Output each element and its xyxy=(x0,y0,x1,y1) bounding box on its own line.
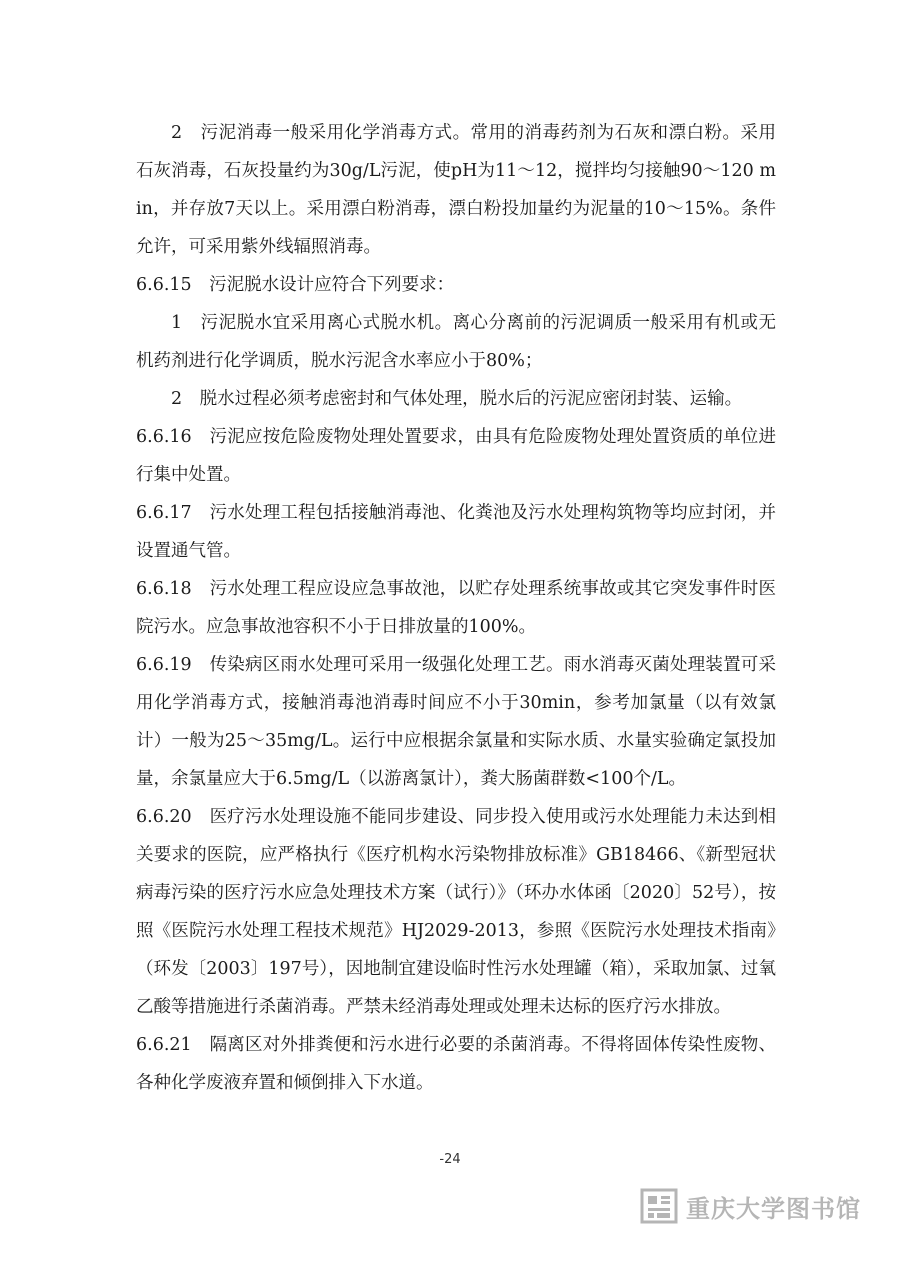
watermark-text: 重庆大学图书馆 xyxy=(686,1194,861,1223)
document-body xyxy=(136,114,776,1102)
clause-6-6-16: 6.6.16 污泥应按危险废物处理处置要求，由具有危险废物处理处置资质的单位进行集中处置。 xyxy=(136,427,776,485)
paragraph-dewatering-sealing: 2 脱水过程必须考虑密封和气体处理，脱水后的污泥应密闭封装、运输。 xyxy=(171,389,743,409)
paragraph-sludge-disinfection: 2 污泥消毒一般采用化学消毒方式。常用的消毒药剂为石灰和漂白粉。采用石灰消毒，石灰投量约为30g/L污泥，使pH为11～12，搅拌均匀接触90～120 min，并存放7天以上。采用漂白粉消毒，漂白粉投加量约为泥量的10～15%。条件允许，可采用紫外线辐照消毒。 xyxy=(136,123,776,257)
library-seal-icon xyxy=(640,1188,678,1224)
clause-6-6-21: 6.6.21 隔离区对外排粪便和污水进行必要的杀菌消毒。不得将固体传染性废物、各种化学废液弃置和倾倒排入下水道。 xyxy=(136,1035,776,1093)
clause-6-6-15: 6.6.15 污泥脱水设计应符合下列要求： xyxy=(136,275,455,295)
clause-6-6-20: 6.6.20 医疗污水处理设施不能同步建设、同步投入使用或污水处理能力未达到相关要求的医院，应严格执行《医疗机构水污染物排放标准》GB18466、《新型冠状病毒污染的医疗污水应急处理技术方案（试行）》（环办水体函〔2020〕52号），按照《医院污水处理工程技术规范》HJ2029-2013，参照《医院污水处理技术指南》（环发〔2003〕197号），因地制宜建设临时性污水处理罐（箱），采取加氯、过氧乙酸等措施进行杀菌消毒。严禁未经消毒处理或处理未达标的医疗污水排放。 xyxy=(136,807,776,1017)
clause-6-6-17: 6.6.17 污水处理工程包括接触消毒池、化粪池及污水处理构筑物等均应封闭，并设置通气管。 xyxy=(136,503,776,561)
library-watermark xyxy=(640,1188,861,1224)
clause-6-6-19: 6.6.19 传染病区雨水处理可采用一级强化处理工艺。雨水消毒灭菌处理装置可采用化学消毒方式，接触消毒池消毒时间应不小于30min，参考加氯量（以有效氯计）一般为25～35mg/L。运行中应根据余氯量和实际水质、水量实验确定氯投加量，余氯量应大于6.5mg/L（以游离氯计），粪大肠菌群数<100个/L。 xyxy=(136,655,776,789)
clause-6-6-18: 6.6.18 污水处理工程应设应急事故池，以贮存处理系统事故或其它突发事件时医院污水。应急事故池容积不小于日排放量的100%。 xyxy=(136,579,776,637)
paragraph-centrifuge-dewatering: 1 污泥脱水宜采用离心式脱水机。离心分离前的污泥调质一般采用有机或无机药剂进行化学调质，脱水污泥含水率应小于80%； xyxy=(136,313,776,371)
page-number: -24 xyxy=(439,1152,461,1167)
